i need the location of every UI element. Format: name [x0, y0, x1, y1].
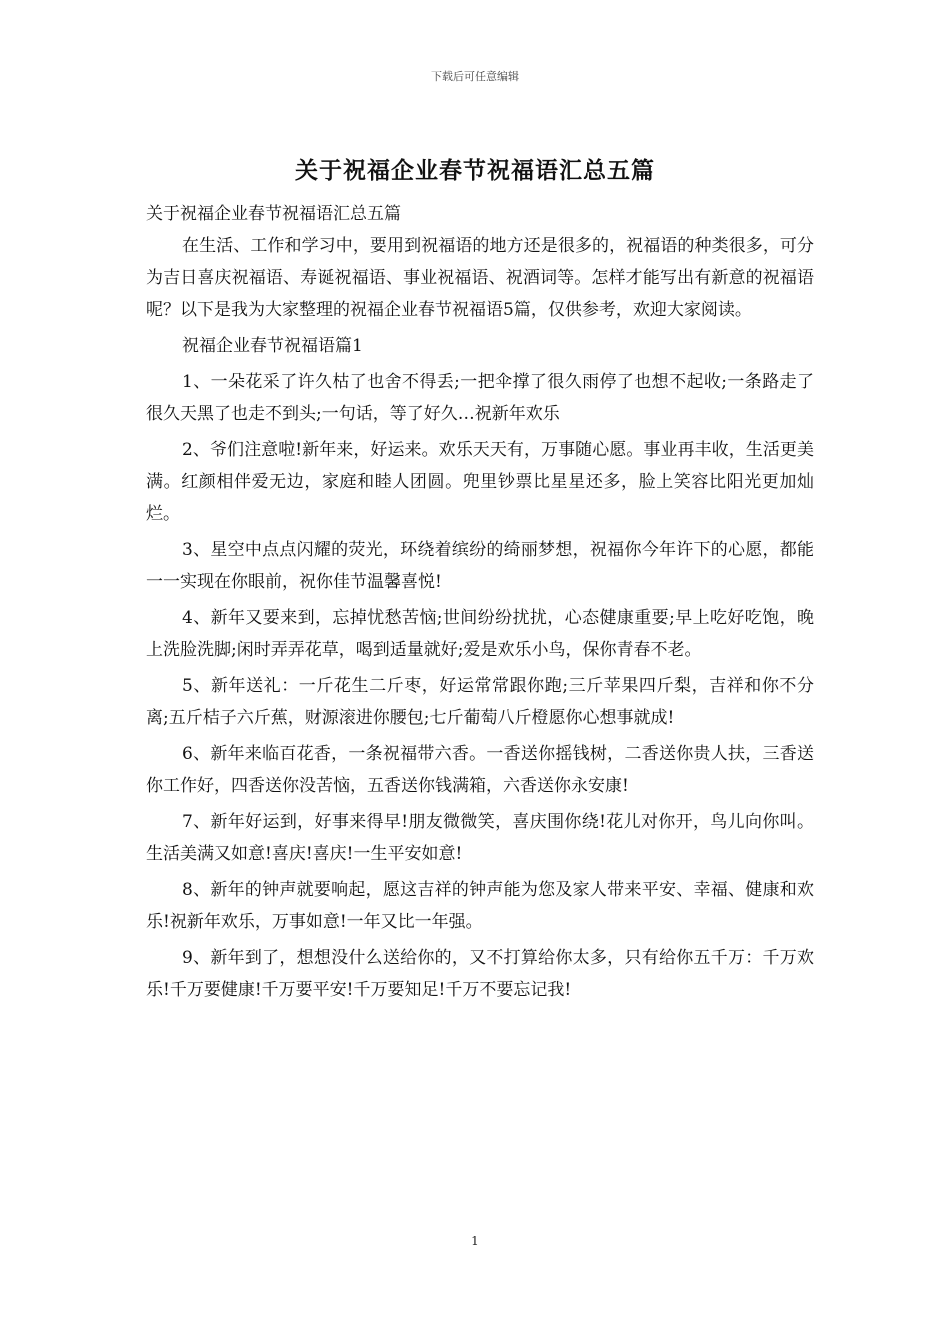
header-note: 下载后可任意编辑	[431, 70, 519, 83]
intro-paragraph: 在生活、工作和学习中，要用到祝福语的地方还是很多的，祝福语的种类很多，可分为吉日喜庆祝福语、寿诞祝福语、事业祝福语、祝酒词等。怎样才能写出有新意的祝福语呢？以下是我为大家整理的祝福企业春节祝福语5篇，仅供参考，欢迎大家阅读。	[146, 236, 814, 320]
list-item: 5、新年送礼：一斤花生二斤枣，好运常常跟你跑;三斤苹果四斤梨，吉祥和你不分离;五斤桔子六斤蕉，财源滚进你腰包;七斤葡萄八斤橙愿你心想事就成!	[146, 676, 814, 728]
document-subtitle: 关于祝福企业春节祝福语汇总五篇	[146, 204, 401, 224]
list-item: 4、新年又要来到，忘掉忧愁苦恼;世间纷纷扰扰，心态健康重要;早上吃好吃饱，晚上洗脸洗脚;闲时弄弄花草，喝到适量就好;爱是欢乐小鸟，保你青春不老。	[146, 608, 814, 660]
list-item: 9、新年到了，想想没什么送给你的，又不打算给你太多，只有给你五千万：千万欢乐!千万要健康!千万要平安!千万要知足!千万不要忘记我!	[146, 948, 814, 1000]
list-item: 8、新年的钟声就要响起，愿这吉祥的钟声能为您及家人带来平安、幸福、健康和欢乐!祝新年欢乐，万事如意!一年又比一年强。	[146, 880, 814, 932]
list-item: 7、新年好运到，好事来得早!朋友微微笑，喜庆围你绕!花儿对你开，鸟儿向你叫。生活美满又如意!喜庆!喜庆!一生平安如意!	[146, 812, 814, 864]
list-item: 6、新年来临百花香，一条祝福带六香。一香送你摇钱树，二香送你贵人扶，三香送你工作好，四香送你没苦恼，五香送你钱满箱，六香送你永安康!	[146, 744, 814, 796]
section-heading: 祝福企业春节祝福语篇1	[182, 336, 363, 356]
list-item: 2、爷们注意啦!新年来，好运来。欢乐天天有，万事随心愿。事业再丰收，生活更美满。红颜相伴爱无边，家庭和睦人团圆。兜里钞票比星星还多，脸上笑容比阳光更加灿烂。	[146, 440, 814, 524]
document-title: 关于祝福企业春节祝福语汇总五篇	[295, 157, 655, 184]
page-number: 1	[471, 1234, 479, 1248]
document-body	[146, 198, 814, 1006]
list-item: 3、星空中点点闪耀的荧光，环绕着缤纷的绮丽梦想，祝福你今年许下的心愿，都能一一实现在你眼前，祝你佳节温馨喜悦!	[146, 540, 814, 592]
list-item: 1、一朵花采了许久枯了也舍不得丢;一把伞撑了很久雨停了也想不起收;一条路走了很久天黑了也走不到头;一句话，等了好久…祝新年欢乐	[146, 372, 814, 424]
